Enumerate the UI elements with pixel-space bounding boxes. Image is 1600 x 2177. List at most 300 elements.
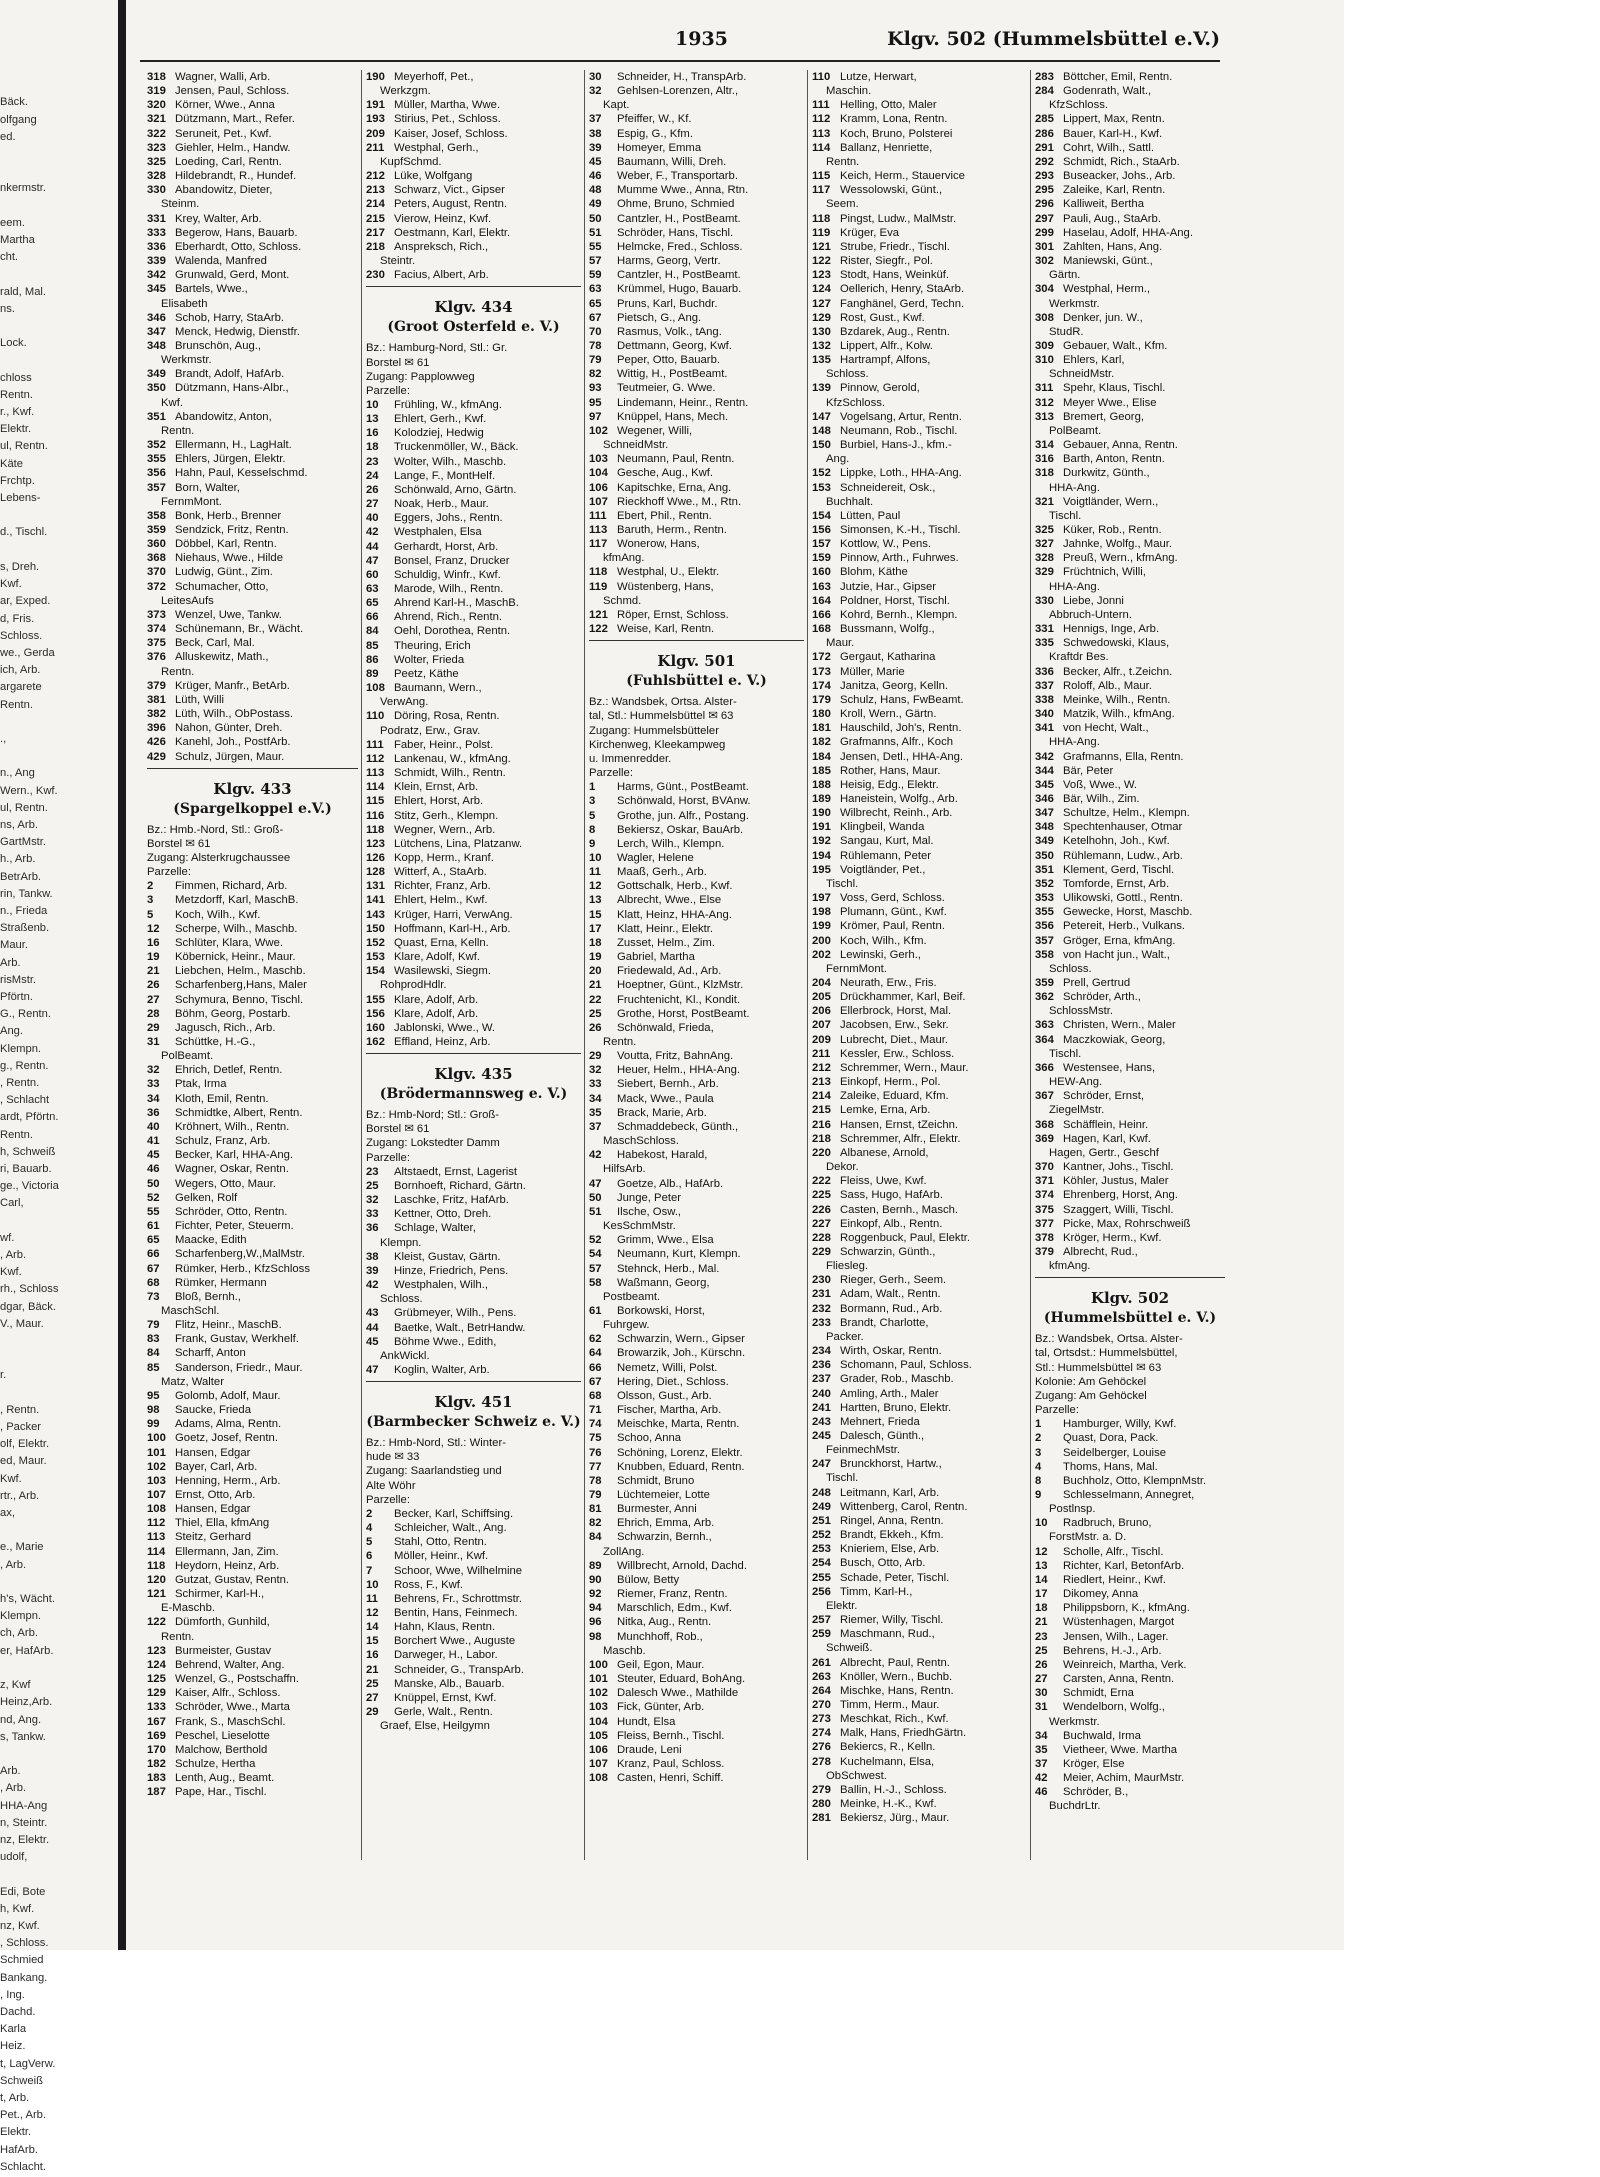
list-item — [812, 367, 1027, 381]
list-item — [812, 1174, 1027, 1188]
entry-text: Ketelhohn, Joh., Kwf. — [1063, 835, 1170, 848]
section-divider — [366, 1381, 581, 1382]
entry-text: Wüstenberg, Hans, — [617, 580, 714, 593]
plot-number: 119 — [812, 226, 831, 239]
plot-number: 368 — [147, 552, 166, 565]
entry-text: Wilbrecht, Reinh., Arb. — [840, 807, 953, 820]
plot-number: 152 — [366, 936, 385, 949]
previous-page-fragment: BetrArb. — [0, 870, 42, 883]
list-item — [812, 1811, 1027, 1825]
plot-number: 13 — [1035, 1559, 1048, 1572]
list-item — [812, 1457, 1027, 1471]
list-item — [1035, 622, 1225, 636]
list-item — [1035, 551, 1225, 565]
list-item — [147, 580, 358, 594]
plot-number: 46 — [1035, 1786, 1048, 1799]
plot-number: 396 — [147, 722, 166, 735]
entry-text: Roggenbuck, Paul, Elektr. — [840, 1231, 970, 1244]
list-item — [147, 1177, 358, 1191]
entry-text: Koch, Wilh., Kwf. — [175, 908, 261, 921]
plot-number: 190 — [812, 807, 831, 820]
entry-text: Meinke, Wilh., Rentn. — [1063, 693, 1171, 706]
list-item — [589, 155, 804, 169]
plot-number: 17 — [1035, 1588, 1048, 1601]
list-item — [147, 1035, 358, 1049]
entry-text: ForstMstr. a. D. — [1049, 1531, 1127, 1544]
entry-text: Adams, Alma, Rentn. — [175, 1418, 282, 1431]
entry-text: Voss, Gerd, Schloss. — [840, 892, 945, 905]
entry-text: Klare, Adolf, Arb. — [394, 1007, 479, 1020]
entry-text: Quast, Erna, Kelln. — [394, 936, 489, 949]
entry-text: Voigtländer, Pet., — [840, 863, 926, 876]
plot-number: 337 — [1035, 679, 1054, 692]
list-item — [366, 1236, 581, 1250]
entry-text: Westphalen, Elsa — [394, 526, 482, 539]
plot-number: 230 — [812, 1274, 831, 1287]
plot-number: 98 — [589, 1630, 602, 1643]
entry-text: Timm, Herm., Maur. — [840, 1698, 940, 1711]
entry-text: Knieriem, Else, Arb. — [840, 1543, 940, 1556]
list-item — [1035, 112, 1225, 126]
entry-text: Schulz, Franz, Arb. — [175, 1135, 271, 1148]
entry-text: Zahlten, Hans, Ang. — [1063, 240, 1163, 253]
plot-number: 84 — [366, 625, 379, 638]
entry-text: Krüger, Eva — [840, 226, 900, 239]
list-item — [1035, 523, 1225, 537]
section-divider — [366, 1053, 581, 1054]
plot-number: 348 — [147, 339, 166, 352]
previous-page-fragment: eem. — [0, 216, 25, 229]
entry-text: Hennigs, Inge, Arb. — [1063, 623, 1160, 636]
list-item — [812, 1203, 1027, 1217]
entry-text: Kantner, Johs., Tischl. — [1063, 1161, 1174, 1174]
previous-page-fragment: HafArb. — [0, 2143, 38, 2156]
entry-text: Körner, Wwe., Anna — [175, 99, 275, 112]
previous-page-fragment — [0, 507, 112, 524]
list-item — [589, 537, 804, 551]
plot-number: 190 — [366, 71, 385, 83]
list-item — [366, 1535, 581, 1549]
list-item — [589, 1375, 804, 1389]
plot-number: 14 — [366, 1621, 379, 1634]
plot-number: 46 — [589, 170, 602, 183]
list-item — [812, 1556, 1027, 1570]
list-item — [366, 212, 581, 226]
plot-number: 286 — [1035, 127, 1054, 140]
entry-text: Schweiß. — [826, 1642, 873, 1655]
entry-text: Pietsch, G., Ang. — [617, 311, 702, 324]
plot-number: 261 — [812, 1656, 831, 1669]
previous-page-fragment: Kwf. — [0, 578, 22, 591]
plot-number: 195 — [812, 863, 831, 876]
list-item — [1035, 1516, 1225, 1530]
list-item — [1035, 1460, 1225, 1474]
entry-text: VerwAng. — [380, 696, 429, 709]
previous-page-fragment: Klempn. — [0, 1610, 42, 1623]
entry-text: Truckenmöller, W., Bäck. — [394, 441, 519, 454]
entry-text: Wessolowski, Günt., — [840, 184, 943, 197]
list-item — [147, 551, 358, 565]
entry-text: Stirius, Pet., Schloss. — [394, 113, 501, 126]
list-item — [812, 976, 1027, 990]
entry-text: Behrens, H.-J., Arb. — [1063, 1644, 1162, 1657]
entry-text: Rümker, Hermann — [175, 1276, 267, 1289]
list-item — [1035, 1259, 1225, 1273]
entry-text: Schönwald, Horst, BVAnw. — [617, 795, 751, 808]
list-item — [589, 466, 804, 480]
entry-text: Maacke, Edith — [175, 1234, 247, 1247]
entry-text: Quast, Dora, Pack. — [1063, 1432, 1159, 1445]
list-item — [589, 1460, 804, 1474]
list-item — [366, 1663, 581, 1677]
entry-text: Wittig, H., PostBeamt. — [617, 368, 728, 381]
section-info-line: Bz.: Wandsbek, Ortsa. Alster- — [589, 696, 737, 709]
plot-number: 216 — [812, 1118, 831, 1131]
plot-number: 1 — [1035, 1418, 1042, 1431]
entry-text: Früchtnich, Willi, — [1063, 566, 1146, 579]
list-item — [366, 440, 581, 454]
plot-number: 17 — [589, 922, 602, 935]
plot-number: 95 — [589, 396, 602, 409]
plot-number: 28 — [147, 1007, 160, 1020]
entry-text: Browarzik, Joh., Kürschn. — [617, 1347, 746, 1360]
entry-text: Müller, Marie — [840, 665, 905, 678]
entry-text: Schmidt, Erna — [1063, 1687, 1134, 1700]
list-item — [147, 936, 358, 950]
entry-text: Ehrenberg, Horst, Ang. — [1063, 1189, 1178, 1202]
list-item — [589, 268, 804, 282]
entry-text: Koglin, Walter, Arb. — [394, 1363, 490, 1376]
list-item — [1035, 679, 1225, 693]
entry-text: Drückhammer, Karl, Beif. — [840, 991, 966, 1004]
entry-text: Rentn. — [161, 665, 195, 678]
list-item — [366, 183, 581, 197]
list-item — [366, 1321, 581, 1335]
previous-page-fragment: Lebens- — [0, 492, 41, 505]
plot-number: 150 — [812, 439, 831, 452]
list-item — [589, 1545, 804, 1559]
list-item — [147, 1474, 358, 1488]
list-item — [812, 1160, 1027, 1174]
entry-text: Barth, Anton, Rentn. — [1063, 453, 1165, 466]
plot-number: 147 — [812, 410, 831, 423]
plot-number: 84 — [589, 1531, 602, 1544]
plot-number: 329 — [1035, 566, 1054, 579]
previous-page-fragment: GartMstr. — [0, 836, 46, 849]
list-item — [589, 1715, 804, 1729]
plot-number: 155 — [366, 993, 385, 1006]
entry-text: Buchholz, Otto, KlempnMstr. — [1063, 1474, 1207, 1487]
entry-text: Werkzgm. — [380, 85, 431, 98]
list-item — [812, 891, 1027, 905]
previous-page-fragment: Edi, Bote — [0, 1885, 46, 1898]
previous-page-fragment: n., Ang — [0, 767, 35, 780]
entry-text: Schloss. — [380, 1293, 423, 1306]
plot-number: 16 — [366, 1649, 379, 1662]
plot-number: 61 — [589, 1304, 602, 1317]
plot-number: 124 — [812, 283, 831, 296]
entry-text: Szaggert, Willi, Tischl. — [1063, 1203, 1174, 1216]
plot-number: 66 — [147, 1248, 160, 1261]
entry-text: Saucke, Frieda — [175, 1404, 251, 1417]
entry-text: Carsten, Anna, Rentn. — [1063, 1673, 1175, 1686]
section-info-line: Parzelle: — [366, 1493, 410, 1506]
list-item — [812, 962, 1027, 976]
plot-number: 102 — [589, 424, 608, 437]
list-item — [147, 1063, 358, 1077]
entry-text: Pfeiffer, W., Kf. — [617, 113, 692, 126]
list-item — [1035, 254, 1225, 268]
entry-text: Maschb. — [603, 1644, 646, 1657]
entry-text: KfzSchloss. — [826, 396, 886, 409]
list-item — [812, 721, 1027, 735]
page-header — [140, 28, 1220, 62]
entry-text: ZollAng. — [603, 1545, 645, 1558]
list-item — [812, 1471, 1027, 1485]
entry-text: Eberhardt, Otto, Schloss. — [175, 240, 302, 253]
previous-page-fragment — [0, 714, 112, 731]
plot-number: 117 — [589, 538, 608, 551]
entry-text: Bartels, Wwe., — [175, 283, 248, 296]
list-item — [147, 1686, 358, 1700]
previous-page-fragment: Elektr. — [0, 2126, 32, 2139]
previous-page-fragment — [0, 748, 112, 765]
plot-number: 218 — [366, 240, 385, 253]
entry-text: Simonsen, K.-H., Tischl. — [840, 524, 961, 536]
plot-number: 18 — [589, 936, 602, 949]
list-item — [589, 1205, 804, 1219]
plot-number: 143 — [366, 908, 385, 921]
plot-number: 20 — [589, 965, 602, 978]
previous-page-fragment: Arb. — [0, 956, 21, 969]
section-info-line: Borstel ✉ 61 — [147, 837, 211, 850]
plot-number: 85 — [366, 639, 379, 652]
plot-number: 62 — [589, 1333, 602, 1346]
list-item — [589, 1021, 804, 1035]
plot-number: 125 — [147, 1673, 166, 1686]
list-item — [1035, 169, 1225, 183]
entry-text: Schwarzin, Günth., — [840, 1245, 936, 1258]
plot-number: 114 — [147, 1545, 166, 1558]
previous-page-fragment: ., — [0, 732, 7, 745]
plot-number: 24 — [366, 469, 379, 482]
previous-page-fragment: Maur. — [0, 939, 28, 952]
entry-text: Ringel, Anna, Rentn. — [840, 1514, 944, 1527]
section-info-line: hude ✉ 33 — [366, 1451, 420, 1464]
plot-number: 108 — [589, 1772, 608, 1785]
entry-text: Schöning, Lorenz, Elektr. — [617, 1446, 743, 1459]
entry-text: Schmidt, Wilh., Rentn. — [394, 767, 506, 780]
list-item — [1035, 792, 1225, 806]
list-item — [812, 1330, 1027, 1344]
plot-number: 157 — [812, 538, 831, 551]
list-item — [147, 693, 358, 707]
plot-number: 279 — [812, 1783, 831, 1796]
entry-text: Becker, Karl, HHA-Ang. — [175, 1149, 294, 1162]
entry-text: Tischl. — [1049, 1047, 1082, 1060]
entry-text: Schultze, Helm., Klempn. — [1063, 807, 1190, 820]
plot-number: 67 — [589, 1375, 602, 1388]
plot-number: 264 — [812, 1684, 831, 1697]
list-item — [1035, 891, 1225, 905]
list-item — [812, 1287, 1027, 1301]
list-item — [589, 893, 804, 907]
entry-text: Fleiss, Uwe, Kwf. — [840, 1175, 927, 1188]
list-item — [1035, 750, 1225, 764]
entry-text: Neurath, Erw., Fris. — [840, 977, 937, 989]
list-item — [812, 806, 1027, 820]
list-item — [147, 1431, 358, 1445]
entry-text: SchneidMstr. — [1049, 368, 1115, 381]
plot-number: 89 — [589, 1559, 602, 1572]
list-item — [147, 1375, 358, 1389]
list-item — [1035, 339, 1225, 353]
plot-number: 163 — [812, 580, 831, 593]
entry-text: Baruth, Herm., Rentn. — [617, 524, 727, 536]
list-item — [147, 679, 358, 693]
list-item — [589, 1077, 804, 1091]
section-subtitle-435: (Brödermannsweg e. V.) — [379, 1086, 568, 1103]
entry-text: Nemetz, Willi, Polst. — [617, 1361, 718, 1374]
entry-text: Flitz, Heinr., MaschB. — [175, 1319, 282, 1332]
previous-page-fragment: t, Arb. — [0, 2091, 30, 2104]
list-item — [589, 1615, 804, 1629]
list-item — [147, 1134, 358, 1148]
list-item — [147, 1389, 358, 1403]
plot-number: 42 — [1035, 1772, 1048, 1785]
entry-text: Schröder, Ernst, — [1063, 1090, 1144, 1103]
plot-number: 247 — [812, 1458, 831, 1471]
plot-number: 150 — [366, 922, 385, 935]
entry-text: Brunschön, Aug., — [175, 339, 262, 352]
list-item — [589, 183, 804, 197]
plot-number: 104 — [589, 467, 608, 480]
plot-number: 37 — [589, 1120, 602, 1133]
entry-text: Wegner, Wern., Arb. — [394, 823, 496, 836]
list-item — [366, 455, 581, 469]
previous-page-fragment: , Rentn. — [0, 1076, 40, 1089]
plot-number: 362 — [1035, 991, 1054, 1004]
list-item — [1035, 127, 1225, 141]
list-item — [147, 721, 358, 735]
list-item — [366, 1620, 581, 1634]
entry-text: Oellerich, Henry, StaArb. — [840, 283, 965, 296]
list-item — [1035, 438, 1225, 452]
entry-text: Niehaus, Wwe., Hilde — [175, 552, 283, 565]
previous-page-fragment: s, Tankw. — [0, 1730, 46, 1743]
plot-number: 135 — [812, 354, 831, 367]
entry-text: Metzdorff, Karl, MaschB. — [175, 894, 299, 907]
list-item — [1035, 1743, 1225, 1757]
list-item — [589, 622, 804, 636]
plot-number: 3 — [147, 894, 154, 907]
plot-number: 2 — [366, 1507, 373, 1520]
list-item — [366, 1221, 581, 1235]
entry-text: Richter, Karl, BetonfArb. — [1063, 1559, 1185, 1572]
entry-text: Westphal, U., Elektr. — [617, 566, 720, 579]
plot-number: 12 — [589, 880, 602, 893]
entry-text: Buchhalt. — [826, 495, 874, 508]
list-item — [147, 993, 358, 1007]
entry-text: Radbruch, Bruno, — [1063, 1517, 1152, 1530]
column-5 — [1030, 70, 1225, 1860]
entry-text: Tischl. — [826, 877, 859, 890]
list-item — [1035, 537, 1225, 551]
previous-page-fragment: r. — [0, 1369, 7, 1382]
previous-page-fragment: Schmied — [0, 1954, 44, 1967]
entry-text: Bornhoeft, Richard, Gärtn. — [394, 1179, 526, 1192]
plot-number: 206 — [812, 1005, 831, 1018]
entry-text: Wagner, Walli, Arb. — [175, 71, 271, 83]
list-item — [147, 396, 358, 410]
entry-text: Marschlich, Edm., Kwf. — [617, 1602, 732, 1615]
entry-text: Krüger, Manfr., BetArb. — [175, 679, 290, 692]
plot-number: 381 — [147, 693, 166, 706]
entry-text: Cantzler, H., PostBeamt. — [617, 212, 741, 225]
plot-number: 328 — [147, 170, 166, 183]
list-item — [589, 1559, 804, 1573]
plot-number: 120 — [147, 1573, 166, 1586]
list-item — [1035, 1431, 1225, 1445]
plot-number: 21 — [366, 1663, 379, 1676]
plot-number: 212 — [366, 170, 385, 183]
list-item — [147, 1729, 358, 1743]
entry-text: Vierow, Heinz, Kwf. — [394, 212, 492, 225]
plot-number: 19 — [147, 951, 160, 964]
plot-number: 274 — [812, 1727, 831, 1740]
list-item — [812, 523, 1027, 537]
plot-number: 192 — [812, 835, 831, 848]
plot-number: 55 — [147, 1205, 160, 1218]
list-item — [366, 398, 581, 412]
plot-number: 79 — [589, 354, 602, 367]
previous-page-fragment: Ang. — [0, 1025, 24, 1038]
plot-number: 154 — [812, 509, 831, 522]
entry-text: Laschke, Fritz, HafArb. — [394, 1194, 509, 1207]
list-item — [1035, 1018, 1225, 1032]
entry-text: Ludwig, Günt., Zim. — [175, 566, 273, 579]
entry-text: Frank, Gustav, Werkhelf. — [175, 1333, 299, 1346]
entry-text: Kolodziej, Hedwig — [394, 427, 484, 440]
plot-number: 79 — [589, 1489, 602, 1501]
list-item — [147, 254, 358, 268]
plot-number: 12 — [1035, 1545, 1048, 1558]
plot-number: 243 — [812, 1415, 831, 1428]
plot-number: 82 — [589, 368, 602, 381]
previous-page-fragment: Arb. — [0, 1765, 21, 1778]
plot-number: 373 — [147, 608, 166, 621]
previous-page-fragment: Frchtp. — [0, 474, 35, 487]
entry-text: Neumann, Rob., Tischl. — [840, 424, 958, 437]
entry-text: Brack, Marie, Arb. — [617, 1106, 707, 1119]
list-item — [812, 1231, 1027, 1245]
plot-number: 322 — [147, 127, 166, 140]
previous-page-fragment: , Arb. — [0, 1782, 27, 1795]
entry-text: Casten, Bernh., Masch. — [840, 1203, 959, 1216]
entry-text: Steuter, Eduard, BohAng. — [617, 1673, 746, 1686]
plot-number: 35 — [1035, 1743, 1048, 1756]
plot-number: 121 — [812, 240, 831, 253]
list-item — [1035, 1799, 1225, 1813]
list-item — [812, 1302, 1027, 1316]
previous-page-fragment: d., Tischl. — [0, 526, 48, 539]
plot-number: 104 — [589, 1715, 608, 1728]
list-item — [366, 1634, 581, 1648]
plot-number: 21 — [589, 979, 602, 992]
list-item — [589, 580, 804, 594]
entry-text: Marode, Wilh., Rentn. — [394, 583, 504, 595]
entry-text: Manske, Alb., Bauarb. — [394, 1677, 505, 1690]
